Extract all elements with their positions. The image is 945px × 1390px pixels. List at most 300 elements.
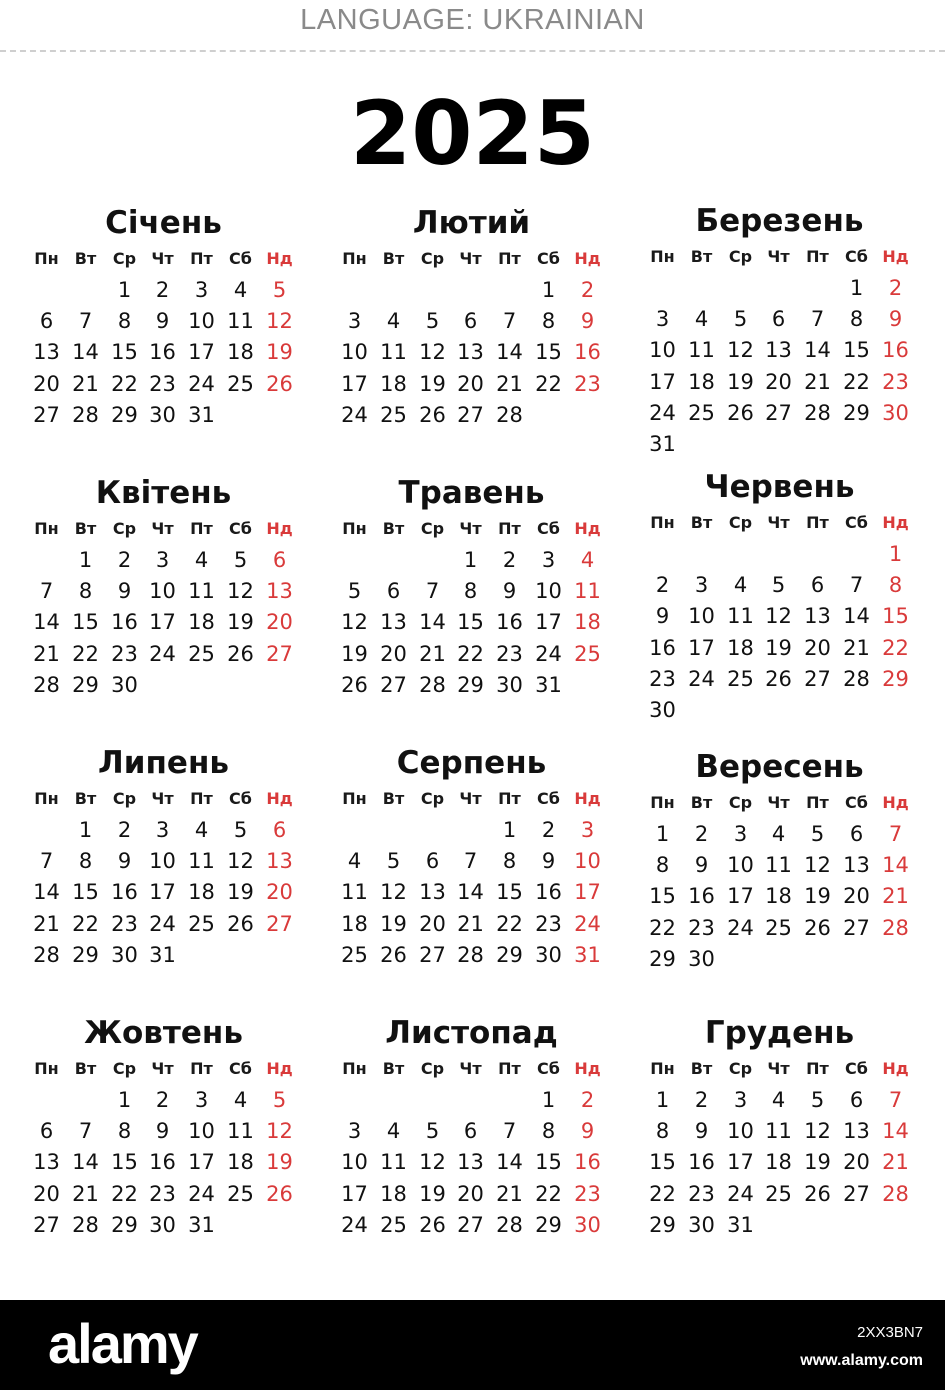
day-cell: 1 — [888, 542, 903, 566]
day-cell: 2 — [541, 818, 556, 842]
day-cell: 29 — [72, 673, 99, 697]
month-name: Травень — [398, 475, 545, 511]
weekday-header-row — [27, 1054, 317, 1084]
day-cell: 16 — [535, 880, 562, 904]
day-cell: 15 — [496, 880, 523, 904]
day-cell: 9 — [155, 309, 170, 333]
week-row — [27, 576, 317, 606]
day-cell: 20 — [843, 884, 870, 908]
day-cell: 18 — [188, 880, 215, 904]
weekday-label: Нд — [266, 249, 293, 268]
weekday-header-row — [335, 244, 625, 274]
day-cell: 10 — [341, 1150, 368, 1174]
week-row — [643, 944, 933, 974]
week-row — [27, 940, 317, 970]
week-row — [335, 337, 625, 367]
day-cell: 22 — [649, 916, 676, 940]
day-cell: 22 — [649, 1182, 676, 1206]
weekday-label: Ср — [420, 249, 445, 268]
day-cell: 26 — [804, 1182, 831, 1206]
day-cell: 31 — [574, 943, 601, 967]
weekday-label: Вт — [382, 789, 405, 808]
day-cell: 4 — [194, 818, 209, 842]
week-row — [27, 275, 317, 305]
day-cell: 31 — [188, 403, 215, 427]
week-row — [335, 909, 625, 939]
week-row — [335, 940, 625, 970]
day-cell: 19 — [419, 372, 446, 396]
day-cell: 16 — [111, 880, 138, 904]
month-name: Липень — [98, 745, 229, 781]
day-cell: 17 — [574, 880, 601, 904]
day-cell: 25 — [188, 642, 215, 666]
day-cell: 15 — [649, 1150, 676, 1174]
day-cell: 19 — [227, 880, 254, 904]
day-cell: 24 — [727, 916, 754, 940]
day-cell: 10 — [188, 1119, 215, 1143]
day-cell: 12 — [804, 1119, 831, 1143]
day-cell: 26 — [266, 372, 293, 396]
day-cell: 11 — [688, 338, 715, 362]
day-cell: 3 — [347, 1119, 362, 1143]
day-cell: 9 — [888, 307, 903, 331]
day-cell: 8 — [463, 579, 478, 603]
weekday-label: Ср — [420, 1059, 445, 1078]
day-cell: 14 — [882, 853, 909, 877]
week-row — [335, 576, 625, 606]
weekday-label: Чт — [459, 249, 482, 268]
day-cell: 4 — [580, 548, 595, 572]
week-row — [335, 815, 625, 845]
week-row — [335, 1210, 625, 1240]
day-cell: 10 — [727, 853, 754, 877]
day-cell: 2 — [502, 548, 517, 572]
day-cell: 6 — [386, 579, 401, 603]
weekday-label: Ср — [728, 1059, 753, 1078]
month-name: Січень — [105, 205, 222, 241]
day-cell: 21 — [419, 642, 446, 666]
day-cell: 19 — [804, 1150, 831, 1174]
watermark-footer — [0, 1300, 945, 1390]
day-cell: 9 — [117, 579, 132, 603]
day-cell: 24 — [149, 642, 176, 666]
day-cell: 14 — [457, 880, 484, 904]
weekday-label: Пн — [34, 519, 59, 538]
day-cell: 3 — [155, 548, 170, 572]
day-cell: 16 — [574, 1150, 601, 1174]
weekday-label: Сб — [537, 519, 560, 538]
day-cell: 5 — [347, 579, 362, 603]
weekday-label: Чт — [151, 249, 174, 268]
day-cell: 30 — [111, 673, 138, 697]
weekday-label: Сб — [229, 519, 252, 538]
day-cell: 18 — [574, 610, 601, 634]
day-cell: 13 — [266, 849, 293, 873]
day-cell: 2 — [117, 548, 132, 572]
day-cell: 23 — [111, 912, 138, 936]
day-cell: 11 — [727, 604, 754, 628]
day-cell: 14 — [804, 338, 831, 362]
day-cell: 25 — [765, 916, 792, 940]
weekday-label: Пт — [498, 519, 521, 538]
weekday-label: Вт — [74, 519, 97, 538]
day-cell: 21 — [33, 912, 60, 936]
weekday-label: Пн — [34, 789, 59, 808]
day-cell: 18 — [765, 884, 792, 908]
weekday-header-row — [27, 514, 317, 544]
day-cell: 21 — [496, 372, 523, 396]
day-cell: 18 — [227, 340, 254, 364]
weekday-label: Пн — [650, 513, 675, 532]
week-row — [27, 909, 317, 939]
day-cell: 26 — [380, 943, 407, 967]
month-name: Квітень — [95, 475, 232, 511]
day-cell: 17 — [341, 1182, 368, 1206]
day-cell: 15 — [882, 604, 909, 628]
day-cell: 19 — [380, 912, 407, 936]
day-cell: 12 — [266, 309, 293, 333]
week-row — [27, 1116, 317, 1146]
weekday-label: Пт — [498, 249, 521, 268]
day-cell: 10 — [688, 604, 715, 628]
day-cell: 2 — [580, 1088, 595, 1112]
weekday-label: Ср — [112, 249, 137, 268]
day-cell: 5 — [233, 818, 248, 842]
day-cell: 2 — [117, 818, 132, 842]
week-row — [643, 881, 933, 911]
day-cell: 10 — [149, 849, 176, 873]
alamy-logo: alamy — [48, 1312, 197, 1375]
day-cell: 22 — [111, 1182, 138, 1206]
day-cell: 28 — [33, 943, 60, 967]
weekday-label: Ср — [112, 789, 137, 808]
day-cell: 10 — [574, 849, 601, 873]
day-cell: 14 — [843, 604, 870, 628]
day-cell: 15 — [535, 1150, 562, 1174]
weekday-label: Сб — [845, 793, 868, 812]
weekday-header-row — [27, 244, 317, 274]
day-cell: 25 — [688, 401, 715, 425]
week-row — [335, 877, 625, 907]
weekday-label: Пн — [34, 249, 59, 268]
weekday-label: Пн — [650, 793, 675, 812]
day-cell: 13 — [804, 604, 831, 628]
day-cell: 27 — [33, 403, 60, 427]
day-cell: 22 — [72, 912, 99, 936]
day-cell: 9 — [502, 579, 517, 603]
day-cell: 29 — [649, 947, 676, 971]
day-cell: 6 — [39, 1119, 54, 1143]
week-row — [643, 335, 933, 365]
day-cell: 13 — [33, 340, 60, 364]
day-cell: 18 — [727, 636, 754, 660]
weekday-label: Чт — [767, 793, 790, 812]
weekday-label: Пн — [650, 247, 675, 266]
week-row — [643, 1210, 933, 1240]
week-row — [27, 545, 317, 575]
day-cell: 28 — [804, 401, 831, 425]
month-name: Листопад — [385, 1015, 558, 1051]
week-row — [643, 1116, 933, 1146]
day-cell: 29 — [843, 401, 870, 425]
weekday-label: Чт — [767, 247, 790, 266]
week-row — [643, 913, 933, 943]
day-cell: 20 — [457, 372, 484, 396]
day-cell: 4 — [347, 849, 362, 873]
week-row — [335, 369, 625, 399]
day-cell: 6 — [39, 309, 54, 333]
day-cell: 23 — [688, 1182, 715, 1206]
day-cell: 10 — [188, 309, 215, 333]
day-cell: 19 — [341, 642, 368, 666]
weekday-label: Вт — [690, 793, 713, 812]
day-cell: 8 — [117, 309, 132, 333]
weekday-label: Ср — [420, 519, 445, 538]
day-cell: 5 — [810, 1088, 825, 1112]
day-cell: 10 — [341, 340, 368, 364]
day-cell: 5 — [733, 307, 748, 331]
day-cell: 6 — [810, 573, 825, 597]
weekday-label: Сб — [845, 1059, 868, 1078]
day-cell: 11 — [227, 1119, 254, 1143]
day-cell: 4 — [233, 278, 248, 302]
day-cell: 27 — [457, 403, 484, 427]
day-cell: 5 — [272, 278, 287, 302]
week-row — [643, 1179, 933, 1209]
day-cell: 24 — [341, 1213, 368, 1237]
day-cell: 16 — [882, 338, 909, 362]
weekday-label: Вт — [382, 1059, 405, 1078]
day-cell: 7 — [810, 307, 825, 331]
day-cell: 17 — [688, 636, 715, 660]
calendar-year: 2025 — [350, 82, 595, 185]
week-row — [335, 1116, 625, 1146]
day-cell: 13 — [33, 1150, 60, 1174]
day-cell: 2 — [155, 278, 170, 302]
day-cell: 13 — [419, 880, 446, 904]
weekday-label: Чт — [767, 1059, 790, 1078]
day-cell: 4 — [386, 309, 401, 333]
day-cell: 24 — [188, 1182, 215, 1206]
week-row — [335, 1085, 625, 1115]
day-cell: 3 — [694, 573, 709, 597]
weekday-header-row — [643, 508, 933, 538]
week-row — [643, 695, 933, 725]
weekday-label: Ср — [112, 1059, 137, 1078]
day-cell: 17 — [341, 372, 368, 396]
day-cell: 28 — [419, 673, 446, 697]
weekday-header-row — [27, 784, 317, 814]
day-cell: 25 — [341, 943, 368, 967]
day-cell: 11 — [188, 849, 215, 873]
day-cell: 17 — [188, 1150, 215, 1174]
day-cell: 28 — [457, 943, 484, 967]
week-row — [335, 846, 625, 876]
day-cell: 20 — [380, 642, 407, 666]
weekday-header-row — [335, 1054, 625, 1084]
day-cell: 11 — [227, 309, 254, 333]
weekday-label: Чт — [151, 519, 174, 538]
day-cell: 7 — [888, 1088, 903, 1112]
week-row — [643, 601, 933, 631]
day-cell: 20 — [765, 370, 792, 394]
day-cell: 25 — [765, 1182, 792, 1206]
weekday-label: Пт — [806, 247, 829, 266]
day-cell: 23 — [574, 372, 601, 396]
day-cell: 1 — [78, 548, 93, 572]
day-cell: 25 — [727, 667, 754, 691]
day-cell: 8 — [849, 307, 864, 331]
day-cell: 15 — [72, 610, 99, 634]
day-cell: 9 — [580, 309, 595, 333]
day-cell: 22 — [457, 642, 484, 666]
day-cell: 3 — [733, 1088, 748, 1112]
day-cell: 29 — [496, 943, 523, 967]
month-name: Лютий — [412, 205, 531, 241]
day-cell: 26 — [727, 401, 754, 425]
weekday-label: Пт — [190, 1059, 213, 1078]
week-row — [27, 815, 317, 845]
day-cell: 3 — [733, 822, 748, 846]
week-row — [335, 670, 625, 700]
week-row — [27, 1210, 317, 1240]
weekday-label: Сб — [537, 789, 560, 808]
day-cell: 19 — [266, 340, 293, 364]
day-cell: 14 — [33, 610, 60, 634]
day-cell: 13 — [457, 340, 484, 364]
day-cell: 8 — [78, 579, 93, 603]
day-cell: 15 — [649, 884, 676, 908]
day-cell: 23 — [574, 1182, 601, 1206]
day-cell: 30 — [111, 943, 138, 967]
weekday-label: Ср — [420, 789, 445, 808]
day-cell: 29 — [111, 403, 138, 427]
day-cell: 31 — [149, 943, 176, 967]
day-cell: 5 — [810, 822, 825, 846]
day-cell: 27 — [419, 943, 446, 967]
week-row — [643, 273, 933, 303]
day-cell: 21 — [496, 1182, 523, 1206]
day-cell: 24 — [649, 401, 676, 425]
weekday-label: Сб — [537, 1059, 560, 1078]
week-row — [27, 670, 317, 700]
day-cell: 6 — [771, 307, 786, 331]
day-cell: 1 — [502, 818, 517, 842]
day-cell: 14 — [72, 1150, 99, 1174]
image-id: 2XX3BN7 — [857, 1324, 923, 1341]
day-cell: 10 — [649, 338, 676, 362]
day-cell: 15 — [843, 338, 870, 362]
day-cell: 7 — [502, 309, 517, 333]
month-name: Грудень — [704, 1015, 855, 1051]
day-cell: 2 — [888, 276, 903, 300]
day-cell: 2 — [694, 1088, 709, 1112]
day-cell: 8 — [541, 309, 556, 333]
day-cell: 11 — [380, 1150, 407, 1174]
day-cell: 23 — [149, 1182, 176, 1206]
week-row — [27, 369, 317, 399]
day-cell: 1 — [117, 278, 132, 302]
day-cell: 28 — [72, 1213, 99, 1237]
week-row — [643, 633, 933, 663]
day-cell: 1 — [849, 276, 864, 300]
day-cell: 20 — [419, 912, 446, 936]
day-cell: 18 — [227, 1150, 254, 1174]
day-cell: 22 — [535, 1182, 562, 1206]
day-cell: 29 — [111, 1213, 138, 1237]
weekday-label: Пт — [190, 519, 213, 538]
day-cell: 13 — [843, 853, 870, 877]
day-cell: 6 — [272, 818, 287, 842]
weekday-label: Сб — [845, 247, 868, 266]
weekday-label: Нд — [882, 1059, 909, 1078]
day-cell: 19 — [765, 636, 792, 660]
day-cell: 30 — [649, 698, 676, 722]
day-cell: 19 — [227, 610, 254, 634]
day-cell: 24 — [535, 642, 562, 666]
day-cell: 27 — [843, 916, 870, 940]
week-row — [643, 850, 933, 880]
day-cell: 20 — [33, 1182, 60, 1206]
weekday-header-row — [335, 514, 625, 544]
day-cell: 26 — [227, 642, 254, 666]
day-cell: 7 — [849, 573, 864, 597]
day-cell: 27 — [457, 1213, 484, 1237]
day-cell: 20 — [266, 880, 293, 904]
day-cell: 28 — [72, 403, 99, 427]
day-cell: 17 — [149, 610, 176, 634]
day-cell: 6 — [463, 309, 478, 333]
weekday-label: Чт — [459, 1059, 482, 1078]
week-row — [27, 846, 317, 876]
day-cell: 28 — [882, 916, 909, 940]
day-cell: 27 — [843, 1182, 870, 1206]
weekday-label: Пн — [342, 1059, 367, 1078]
day-cell: 6 — [272, 548, 287, 572]
week-row — [335, 400, 625, 430]
month-name: Червень — [704, 469, 855, 505]
week-row — [27, 400, 317, 430]
day-cell: 4 — [733, 573, 748, 597]
day-cell: 30 — [496, 673, 523, 697]
week-row — [643, 429, 933, 459]
day-cell: 3 — [155, 818, 170, 842]
day-cell: 7 — [39, 579, 54, 603]
week-row — [335, 545, 625, 575]
day-cell: 7 — [39, 849, 54, 873]
day-cell: 9 — [694, 853, 709, 877]
day-cell: 11 — [380, 340, 407, 364]
day-cell: 12 — [419, 340, 446, 364]
day-cell: 6 — [849, 1088, 864, 1112]
weekday-label: Пн — [342, 519, 367, 538]
day-cell: 1 — [541, 278, 556, 302]
day-cell: 26 — [419, 1213, 446, 1237]
day-cell: 25 — [380, 1213, 407, 1237]
day-cell: 28 — [33, 673, 60, 697]
weekday-header-row — [643, 788, 933, 818]
week-row — [27, 1085, 317, 1115]
day-cell: 10 — [727, 1119, 754, 1143]
day-cell: 1 — [78, 818, 93, 842]
day-cell: 3 — [194, 278, 209, 302]
weekday-label: Чт — [767, 513, 790, 532]
weekday-label: Сб — [537, 249, 560, 268]
day-cell: 9 — [155, 1119, 170, 1143]
day-cell: 21 — [72, 372, 99, 396]
month-name: Серпень — [396, 745, 547, 781]
day-cell: 11 — [188, 579, 215, 603]
